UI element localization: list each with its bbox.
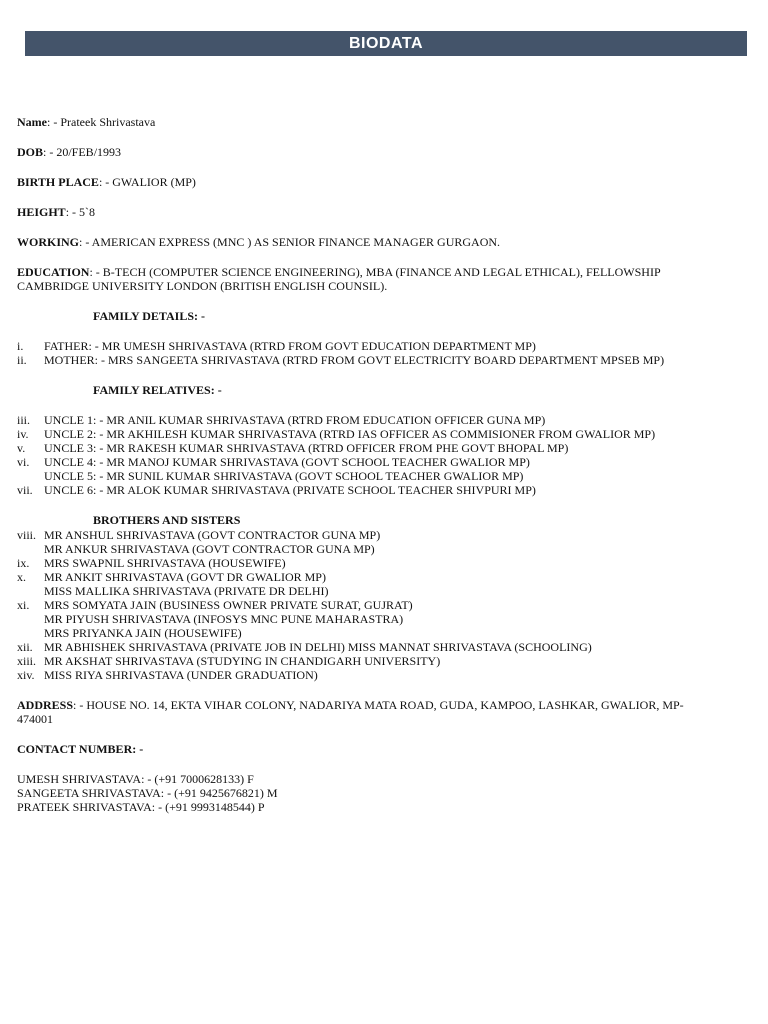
address-value: : - HOUSE NO. 14, EKTA VIHAR COLONY, NADARIYA MATA ROAD, GUDA, KAMPOO, LASHKAR, GWALIOR, MP-474001 bbox=[17, 698, 684, 726]
list-item bbox=[17, 441, 697, 455]
list-item bbox=[17, 570, 697, 584]
list-item bbox=[17, 640, 697, 654]
list-item bbox=[17, 427, 697, 441]
list-item-number: xiv. bbox=[17, 668, 35, 682]
list-item-text: UNCLE 1: - MR ANIL KUMAR SHRIVASTAVA (RTRD FROM EDUCATION OFFICER GUNA MP) bbox=[44, 413, 546, 427]
education-label: EDUCATION bbox=[17, 265, 90, 279]
list-item-text: MOTHER: - MRS SANGEETA SHRIVASTAVA (RTRD FROM GOVT ELECTRICITY BOARD DEPARTMENT MPSEB MP) bbox=[44, 353, 665, 367]
name-field bbox=[17, 115, 697, 129]
list-item bbox=[17, 598, 697, 612]
list-item-text: UNCLE 2: - MR AKHILESH KUMAR SHRIVASTAVA (RTRD IAS OFFICER AS COMMISIONER FROM GWALIOR MP) bbox=[44, 427, 656, 441]
list-item bbox=[17, 556, 697, 570]
contact-list bbox=[17, 772, 697, 814]
list-item-text: MR ANKIT SHRIVASTAVA (GOVT DR GWALIOR MP) bbox=[44, 570, 326, 584]
name-label: Name bbox=[17, 115, 47, 129]
list-item-number: viii. bbox=[17, 528, 37, 542]
list-item bbox=[17, 584, 697, 598]
birth-place-field bbox=[17, 175, 697, 189]
education-value: : - B-TECH (COMPUTER SCIENCE ENGINEERING), MBA (FINANCE AND LEGAL ETHICAL), FELLOWSHIP CAMBRIDGE UNIVERSITY LONDON (BRITISH ENGLISH COUNSIL). bbox=[17, 265, 661, 293]
list-item-text: FATHER: - MR UMESH SHRIVASTAVA (RTRD FROM GOVT EDUCATION DEPARTMENT MP) bbox=[44, 339, 536, 353]
list-item bbox=[17, 413, 697, 427]
list-item-text: MR ABHISHEK SHRIVASTAVA (PRIVATE JOB IN DELHI) MISS MANNAT SHRIVASTAVA (SCHOOLING) bbox=[44, 640, 592, 654]
list-item-number: x. bbox=[17, 570, 26, 584]
working-label: WORKING bbox=[17, 235, 80, 249]
list-item-text: MR PIYUSH SHRIVASTAVA (INFOSYS MNC PUNE MAHARASTRA) bbox=[44, 612, 404, 626]
address-field bbox=[17, 698, 697, 726]
list-item-text: UNCLE 6: - MR ALOK KUMAR SHRIVASTAVA (PRIVATE SCHOOL TEACHER SHIVPURI MP) bbox=[44, 483, 536, 497]
birth-place-value: : - GWALIOR (MP) bbox=[98, 175, 196, 189]
list-item-number: v. bbox=[17, 441, 26, 455]
contact-line: PRATEEK SHRIVASTAVA: - (+91 9993148544) P bbox=[17, 800, 265, 814]
list-item bbox=[17, 626, 697, 640]
height-value: : - 5`8 bbox=[65, 205, 96, 219]
list-item-text: UNCLE 5: - MR SUNIL KUMAR SHRIVASTAVA (GOVT SCHOOL TEACHER GWALIOR MP) bbox=[44, 469, 524, 483]
biodata-document bbox=[17, 115, 697, 814]
list-item bbox=[17, 469, 697, 483]
family-details-list bbox=[17, 339, 697, 367]
education-field bbox=[17, 265, 697, 293]
brothers-sisters-list bbox=[17, 528, 697, 682]
biodata-title-banner: BIODATA bbox=[25, 31, 747, 56]
list-item-text: MR AKSHAT SHRIVASTAVA (STUDYING IN CHANDIGARH UNIVERSITY) bbox=[44, 654, 441, 668]
list-item-text: MRS PRIYANKA JAIN (HOUSEWIFE) bbox=[44, 626, 242, 640]
list-item-number: vi. bbox=[17, 455, 30, 469]
list-item-number: iv. bbox=[17, 427, 29, 441]
list-item-text: MISS MALLIKA SHRIVASTAVA (PRIVATE DR DELHI) bbox=[44, 584, 329, 598]
contact-line: UMESH SHRIVASTAVA: - (+91 7000628133) F bbox=[17, 772, 254, 786]
list-item-number: i. bbox=[17, 339, 24, 353]
list-item-number: xiii. bbox=[17, 654, 37, 668]
list-item-number: xii. bbox=[17, 640, 33, 654]
list-item-number: ix. bbox=[17, 556, 30, 570]
list-item-number: xi. bbox=[17, 598, 30, 612]
working-field bbox=[17, 235, 697, 249]
birth-place-label: BIRTH PLACE bbox=[17, 175, 99, 189]
list-item-text: MR ANSHUL SHRIVASTAVA (GOVT CONTRACTOR GUNA MP) bbox=[44, 528, 381, 542]
height-label: HEIGHT bbox=[17, 205, 66, 219]
list-item bbox=[17, 339, 697, 353]
dob-field bbox=[17, 145, 697, 159]
name-value: : - Prateek Shrivastava bbox=[47, 115, 156, 129]
list-item bbox=[17, 612, 697, 626]
list-item bbox=[17, 353, 697, 367]
family-relatives-heading: FAMILY RELATIVES: - bbox=[93, 383, 222, 397]
list-item-text: MRS SWAPNIL SHRIVASTAVA (HOUSEWIFE) bbox=[44, 556, 286, 570]
family-relatives-list bbox=[17, 413, 697, 497]
list-item bbox=[17, 668, 697, 682]
height-field bbox=[17, 205, 697, 219]
list-item-text: UNCLE 4: - MR MANOJ KUMAR SHRIVASTAVA (GOVT SCHOOL TEACHER GWALIOR MP) bbox=[44, 455, 530, 469]
brothers-sisters-heading: BROTHERS AND SISTERS bbox=[93, 513, 241, 527]
list-item bbox=[17, 542, 697, 556]
list-item-number: vii. bbox=[17, 483, 33, 497]
list-item-text: UNCLE 3: - MR RAKESH KUMAR SHRIVASTAVA (RTRD OFFICER FROM PHE GOVT BHOPAL MP) bbox=[44, 441, 569, 455]
contact-line: SANGEETA SHRIVASTAVA: - (+91 9425676821) M bbox=[17, 786, 278, 800]
working-value: : - AMERICAN EXPRESS (MNC ) AS SENIOR FINANCE MANAGER GURGAON. bbox=[79, 235, 501, 249]
list-item-text: MRS SOMYATA JAIN (BUSINESS OWNER PRIVATE SURAT, GUJRAT) bbox=[44, 598, 413, 612]
list-item bbox=[17, 654, 697, 668]
dob-label: DOB bbox=[17, 145, 44, 159]
family-details-heading: FAMILY DETAILS: - bbox=[93, 309, 206, 323]
list-item-number: ii. bbox=[17, 353, 27, 367]
dob-value: : - 20/FEB/1993 bbox=[43, 145, 122, 159]
contact-heading-text: CONTACT NUMBER: - bbox=[17, 742, 144, 756]
contact-heading bbox=[17, 742, 697, 756]
list-item-text: MISS RIYA SHRIVASTAVA (UNDER GRADUATION) bbox=[44, 668, 318, 682]
list-item bbox=[17, 528, 697, 542]
list-item bbox=[17, 483, 697, 497]
address-label: ADDRESS bbox=[17, 698, 74, 712]
list-item bbox=[17, 455, 697, 469]
list-item-text: MR ANKUR SHRIVASTAVA (GOVT CONTRACTOR GUNA MP) bbox=[44, 542, 375, 556]
list-item-number: iii. bbox=[17, 413, 31, 427]
